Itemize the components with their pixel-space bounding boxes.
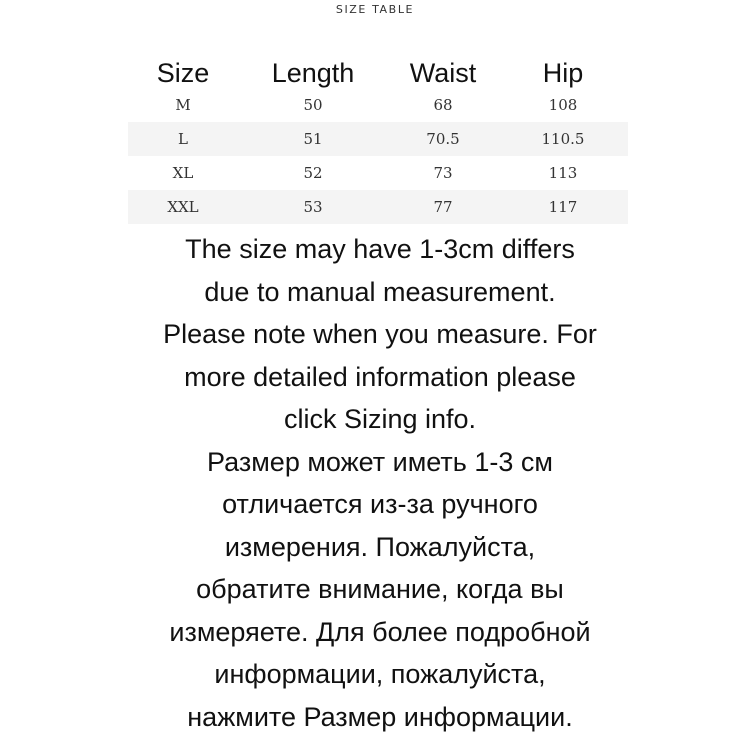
notice-line: The size may have 1-3cm differs [185, 234, 575, 264]
table-row [128, 190, 628, 224]
notice-line: информации, пожалуйста, [214, 659, 546, 689]
header-size: Size [156, 58, 210, 88]
table-row [128, 88, 628, 122]
header-waist: Waist [409, 58, 477, 88]
cell-hip: 113 [548, 164, 578, 182]
notice-line: отличается из-за ручного [222, 489, 538, 519]
notice-line: обратите внимание, когда вы [196, 574, 564, 604]
cell-size: XL [172, 164, 194, 182]
table-row [128, 122, 628, 156]
cell-hip: 117 [548, 198, 578, 216]
cell-hip: 108 [548, 96, 578, 114]
cell-length: 52 [303, 164, 323, 182]
cell-length: 50 [303, 96, 323, 114]
header-hip: Hip [542, 58, 584, 88]
header-length: Length [271, 58, 355, 88]
notice-line: Please note when you measure. For [163, 319, 597, 349]
table-row [128, 156, 628, 190]
notice-line: due to manual measurement. [204, 276, 556, 307]
page-title: SIZE TABLE [335, 3, 415, 16]
notice-line: more detailed information please [184, 361, 576, 392]
notice-line: измеряете. Для более подробной [169, 616, 591, 647]
notice-line: измерения. Пожалуйста, [224, 531, 536, 562]
cell-hip: 110.5 [541, 130, 585, 148]
cell-size: L [178, 130, 188, 148]
cell-length: 53 [303, 198, 323, 216]
cell-waist: 70.5 [426, 130, 460, 148]
cell-waist: 77 [433, 198, 453, 216]
notice-line: Размер может иметь 1-3 см [207, 446, 553, 477]
size-notice [130, 228, 630, 738]
cell-waist: 73 [433, 164, 453, 182]
cell-length: 51 [303, 130, 323, 148]
table-header-row [128, 50, 628, 88]
cell-waist: 68 [433, 96, 453, 114]
notice-line: нажмите Размер информации. [187, 701, 573, 732]
cell-size: XXL [167, 198, 199, 216]
cell-size: M [175, 96, 191, 114]
size-table [128, 50, 628, 224]
notice-line: click Sizing info. [283, 404, 477, 434]
